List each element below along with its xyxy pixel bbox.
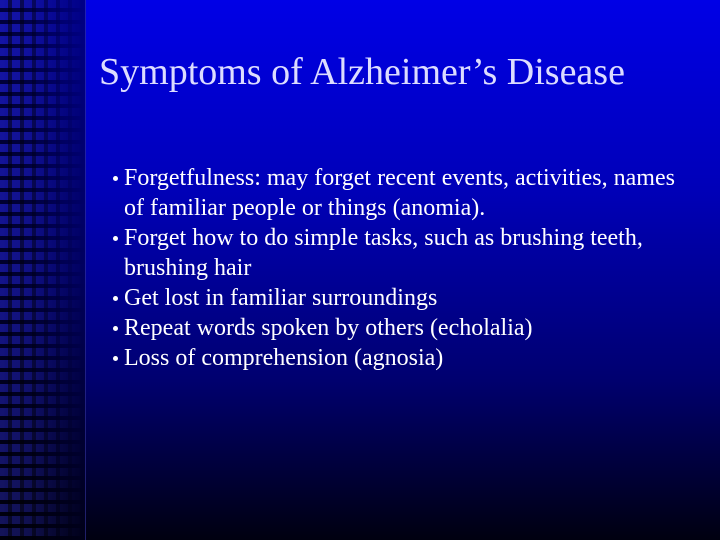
bullet-dot-icon: [113, 176, 118, 181]
band-divider: [85, 0, 86, 540]
bullet-item: [100, 343, 700, 373]
bullet-text: Forget how to do simple tasks, such as brushing teeth, brushing hair: [124, 225, 643, 281]
bullet-dot-icon: [113, 356, 118, 361]
decorative-left-band: [0, 0, 86, 540]
bullet-item: [100, 223, 700, 283]
bullet-item: [100, 163, 700, 223]
bullet-text: Repeat words spoken by others (echolalia): [124, 315, 533, 341]
bullet-item: [100, 313, 700, 343]
bullet-dot-icon: [113, 296, 118, 301]
bullet-list: [100, 163, 700, 373]
bullet-text: Get lost in familiar surroundings: [124, 285, 438, 311]
bullet-text: Loss of comprehension (agnosia): [124, 345, 444, 371]
bullet-dot-icon: [113, 236, 118, 241]
bullet-text: Forgetfulness: may forget recent events, activities, names of familiar people or things (anomia).: [124, 165, 675, 221]
bullet-item: [100, 283, 700, 313]
square-pattern: [0, 0, 86, 540]
bullet-dot-icon: [113, 326, 118, 331]
slide-title: Symptoms of Alzheimer’s Disease: [99, 51, 625, 93]
